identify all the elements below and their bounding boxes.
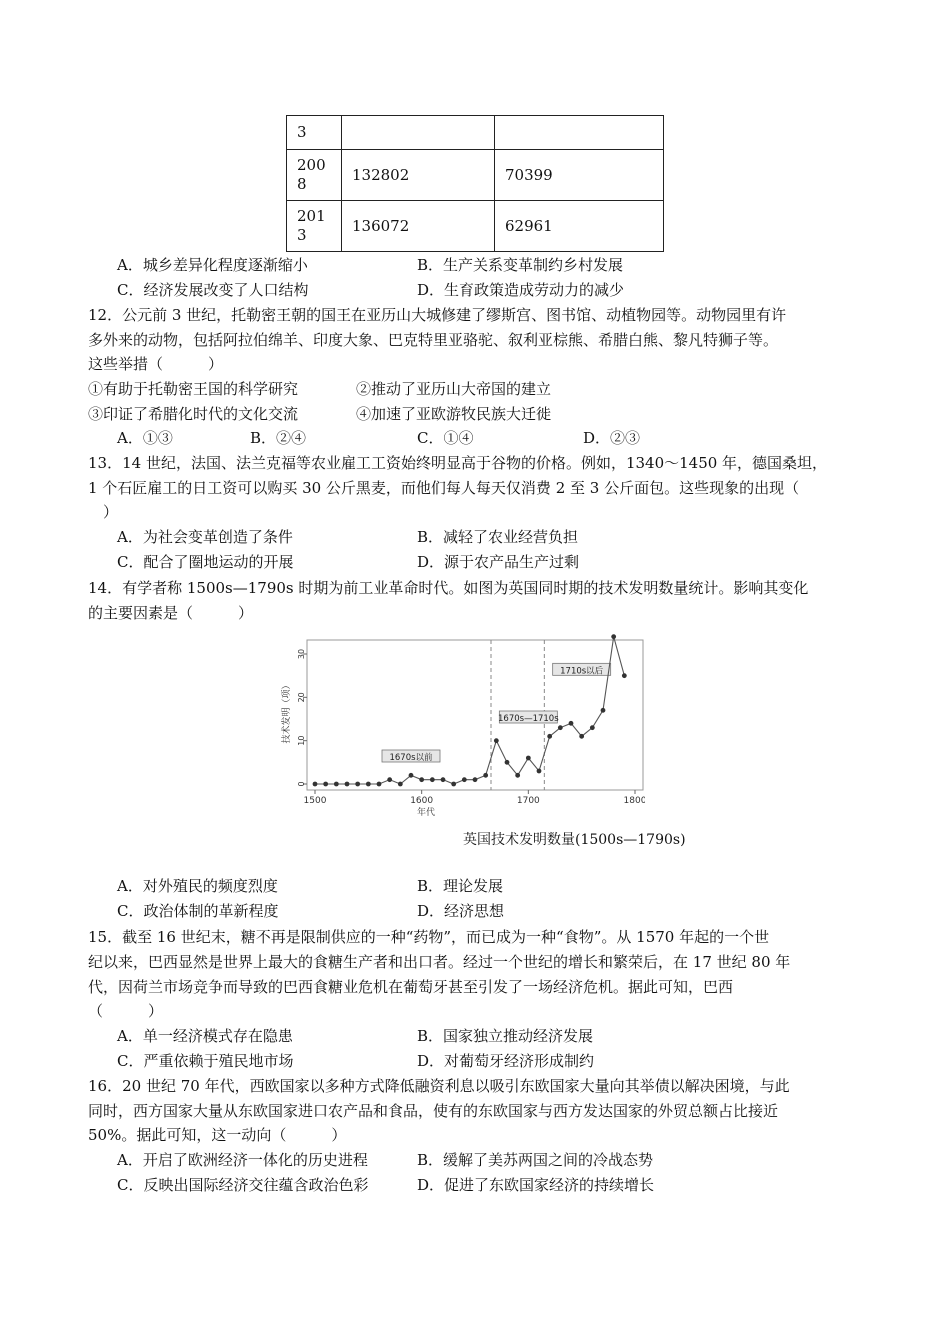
- q15-stem-line: 15．截至 16 世纪末，糖不再是限制供应的一种“药物”，而已成为一种“食物”。从 1570 年起的一个世: [88, 928, 770, 946]
- q11-option-d[interactable]: D．生育政策造成劳动力的减少: [417, 281, 625, 299]
- q12-stem-line: 多外来的动物，包括阿拉伯绵羊、印度大象、巴克特里亚骆驼、叙利亚棕熊、希腊白熊、黎凡特狮子等。: [88, 331, 779, 349]
- q13-stem-line: ）: [88, 503, 119, 521]
- data-point: [601, 708, 606, 713]
- year-cell-text: 201 3: [297, 207, 326, 244]
- data-point: [355, 782, 360, 787]
- data-point: [323, 782, 328, 787]
- table-cell: [287, 150, 342, 201]
- y-tick-label: 10: [297, 735, 306, 746]
- q12-option-a[interactable]: A．①③: [117, 429, 173, 447]
- q14-option-c[interactable]: C．政治体制的革新程度: [117, 902, 279, 920]
- q12-option-b[interactable]: B．②④: [250, 429, 307, 447]
- series-line: [315, 637, 624, 784]
- q11-option-a[interactable]: A．城乡差异化程度逐渐缩小: [117, 256, 308, 274]
- q14-option-b[interactable]: B．理论发展: [417, 877, 504, 895]
- chart-frame: [307, 640, 643, 790]
- table-cell: [495, 116, 664, 150]
- period-label: 1670s—1710s: [498, 714, 559, 724]
- data-point: [387, 777, 392, 782]
- q15-option-d[interactable]: D．对葡萄牙经济形成制约: [417, 1052, 595, 1070]
- q16-stem-line: 16．20 世纪 70 年代，西欧国家以多种方式降低融资利息以吸引东欧国家大量向其举债以解决困境，与此: [88, 1077, 790, 1095]
- year-cell-text: 200 8: [297, 156, 326, 193]
- x-axis-label: 年代: [417, 808, 436, 818]
- q15-stem-line: 代，因荷兰市场竞争而导致的巴西食糖业危机在葡萄牙甚至引发了一场经济危机。据此可知，巴西: [88, 978, 734, 996]
- x-tick-label: 1500: [303, 796, 327, 806]
- q16-option-c[interactable]: C．反映出国际经济交往蕴含政治色彩: [117, 1176, 369, 1194]
- table-cell: [342, 116, 495, 150]
- q13-option-b[interactable]: B．减轻了农业经营负担: [417, 528, 579, 546]
- period-label: 1670s以前: [389, 753, 433, 763]
- q13-option-a[interactable]: A．为社会变革创造了条件: [117, 528, 293, 546]
- q12-item-4: ④加速了亚欧游牧民族大迁徙: [356, 405, 552, 423]
- data-point: [537, 769, 542, 774]
- q15-option-c[interactable]: C．严重依赖于殖民地市场: [117, 1052, 294, 1070]
- q15-option-a[interactable]: A．单一经济模式存在隐患: [117, 1027, 293, 1045]
- q12-option-c[interactable]: C．①④: [417, 429, 474, 447]
- q12-item-3: ③印证了希腊化时代的文化交流: [88, 405, 299, 423]
- q16-option-b[interactable]: B．缓解了美苏两国之间的冷战态势: [417, 1151, 654, 1169]
- data-point: [515, 773, 520, 778]
- y-tick-label: 30: [297, 648, 306, 660]
- table-row: [287, 150, 664, 201]
- data-point: [494, 738, 499, 743]
- table-row: [287, 201, 664, 252]
- data-point: [483, 773, 488, 778]
- data-point: [611, 634, 616, 639]
- q16-option-a[interactable]: A．开启了欧洲经济一体化的历史进程: [117, 1151, 368, 1169]
- chart-svg: [275, 632, 645, 832]
- data-point: [451, 782, 456, 787]
- table-cell: [287, 201, 342, 252]
- y-tick-label: 20: [297, 692, 306, 703]
- data-table: [286, 115, 664, 252]
- data-point: [590, 725, 595, 730]
- table-cell: 70399: [495, 150, 664, 201]
- data-point: [579, 734, 584, 739]
- q16-stem-line: 同时，西方国家大量从东欧国家进口农产品和食品，使有的东欧国家与西方发达国家的外贸总额占比接近: [88, 1102, 779, 1120]
- q16-stem-line: 50%。据此可知，这一动向（ ）: [88, 1126, 347, 1144]
- table-cell: 3: [287, 116, 342, 150]
- q14-stem-line: 的主要因素是（ ）: [88, 604, 254, 622]
- y-axis-label: 技术发明（项）: [282, 680, 292, 744]
- q15-option-b[interactable]: B．国家独立推动经济发展: [417, 1027, 594, 1045]
- data-point: [419, 777, 424, 782]
- q13-stem-line: 1 个石匠雇工的日工资可以购买 30 公斤黑麦，而他们每人每天仅消费 2 至 3 公斤面包。这些现象的出现（: [88, 479, 800, 497]
- q12-option-d[interactable]: D．②③: [583, 429, 641, 447]
- q14-option-a[interactable]: A．对外殖民的频度烈度: [117, 877, 278, 895]
- data-point: [569, 721, 574, 726]
- q11-option-c[interactable]: C．经济发展改变了人口结构: [117, 281, 309, 299]
- data-point: [409, 773, 414, 778]
- chart-caption: 英国技术发明数量(1500s—1790s): [463, 832, 686, 848]
- q14-option-d[interactable]: D．经济思想: [417, 902, 505, 920]
- q13-option-d[interactable]: D．源于农产品生产过剩: [417, 553, 580, 571]
- invention-chart: [275, 632, 645, 832]
- table-cell: 62961: [495, 201, 664, 252]
- data-point: [547, 734, 552, 739]
- data-point: [334, 782, 339, 787]
- data-point: [366, 782, 371, 787]
- table-cell: 136072: [342, 201, 495, 252]
- q13-stem-line: 13．14 世纪，法国、法兰克福等农业雇工工资始终明显高于谷物的价格。例如，1340～1450 年，德国桑坦，: [88, 454, 828, 472]
- period-label: 1710s以后: [560, 666, 604, 677]
- data-point: [345, 782, 350, 787]
- data-point: [377, 782, 382, 787]
- data-point: [473, 777, 478, 782]
- data-point: [505, 760, 510, 765]
- data-point: [622, 673, 627, 678]
- x-tick-label: 1800: [623, 796, 645, 806]
- q16-option-d[interactable]: D．促进了东欧国家经济的持续增长: [417, 1176, 655, 1194]
- data-point: [398, 782, 403, 787]
- data-point: [526, 756, 531, 761]
- q12-item-1: ①有助于托勒密王国的科学研究: [88, 380, 299, 398]
- q12-stem-line: 这些举措（ ）: [88, 355, 224, 373]
- q13-option-c[interactable]: C．配合了圈地运动的开展: [117, 553, 294, 571]
- q12-item-2: ②推动了亚历山大帝国的建立: [356, 380, 552, 398]
- data-point: [462, 777, 467, 782]
- table-cell: 132802: [342, 150, 495, 201]
- y-tick-label: 0: [297, 781, 306, 787]
- q12-stem-line: 12．公元前 3 世纪，托勒密王朝的国王在亚历山大城修建了缪斯宫、图书馆、动植物园等。动物园里有许: [88, 306, 787, 324]
- data-point: [430, 777, 435, 782]
- data-point: [313, 782, 318, 787]
- data-point: [558, 725, 563, 730]
- q14-stem-line: 14．有学者称 1500s—1790s 时期为前工业革命时代。如图为英国同时期的技术发明数量统计。影响其变化: [88, 579, 809, 597]
- table-row: [287, 116, 664, 150]
- x-tick-label: 1700: [516, 796, 540, 806]
- x-tick-label: 1600: [410, 796, 434, 806]
- q15-stem-line: 纪以来，巴西显然是世界上最大的食糖生产者和出口者。经过一个世纪的增长和繁荣后，在 17 世纪 80 年: [88, 953, 791, 971]
- q11-option-b[interactable]: B．生产关系变革制约乡村发展: [417, 256, 624, 274]
- data-point: [441, 777, 446, 782]
- q15-stem-line: （ ）: [88, 1002, 164, 1020]
